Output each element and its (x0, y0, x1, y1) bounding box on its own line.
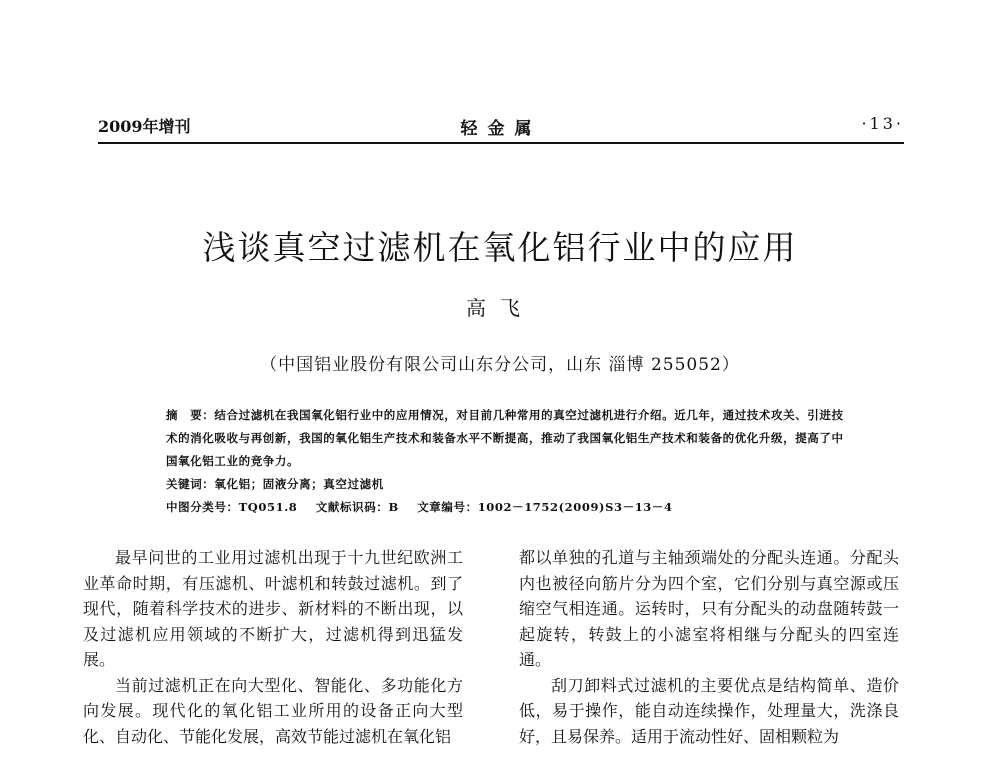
journal-name: 轻金属 (460, 119, 542, 139)
journal-issue: 2009年增刊 (98, 117, 191, 136)
abstract-block (166, 404, 846, 519)
body-column-left (83, 545, 463, 749)
keywords-text: 氧化铝；固液分离；真空过滤机 (214, 477, 384, 491)
body-paragraph: 最早问世的工业用过滤机出现于十九世纪欧洲工业革命时期，有压滤机、叶滤机和转鼓过滤机。到了现代，随着科学技术的进步、新材料的不断出现，以及过滤机应用领域的不断扩大，过滤机得到迅猛发展。 (83, 548, 463, 669)
page-number: ·13· (861, 114, 904, 133)
running-header (98, 114, 904, 144)
article-number-value: 1002－1752(2009)S3－13－4 (477, 500, 673, 514)
body-column-right (519, 545, 899, 749)
keywords-label: 关键词： (166, 477, 215, 491)
paper-title: 浅谈真空过滤机在氧化铝行业中的应用 (202, 228, 798, 267)
author-name: 高飞 (466, 296, 534, 320)
body-paragraph: 都以单独的孔道与主轴颈端处的分配头连通。分配头内也被径向筋片分为四个室，它们分别与真空源或压缩空气相连通。运转时，只有分配头的动盘随转鼓一起旋转，转鼓上的小滤室将相继与分配头的四室连通。 (519, 548, 899, 669)
keywords-line (166, 473, 846, 496)
article-number-label: 文章编号： (417, 500, 478, 514)
clc-label: 中图分类号： (166, 500, 239, 514)
abstract-text: 结合过滤机在我国氧化铝行业中的应用情况，对目前几种常用的真空过滤机进行介绍。近几年，通过技术攻关、引进技术的消化吸收与再创新，我国的氧化铝生产技术和装备水平不断提高，推动了我国氧化铝生产技术和装备的优化升级，提高了中国氧化铝工业的竞争力。 (166, 408, 844, 468)
body-paragraph: 刮刀卸料式过滤机的主要优点是结构简单、造价低，易于操作，能自动连续操作，处理量大，洗涤良好，且易保养。适用于流动性好、固相颗粒为 (519, 675, 899, 746)
author-affiliation: （中国铝业股份有限公司山东分公司，山东 淄博 255052） (260, 355, 740, 375)
doc-code-value: B (388, 500, 399, 514)
abstract-label: 摘 要： (166, 408, 215, 422)
doc-code-label: 文献标识码： (315, 500, 389, 514)
classification-line (166, 496, 846, 519)
body-paragraph: 当前过滤机正在向大型化、智能化、多功能化方向发展。现代化的氧化铝工业所用的设备正向大型化、自动化、节能化发展，高效节能过滤机在氧化铝 (83, 675, 463, 746)
clc-value: TQ051.8 (238, 500, 298, 514)
abstract-paragraph (166, 404, 846, 473)
